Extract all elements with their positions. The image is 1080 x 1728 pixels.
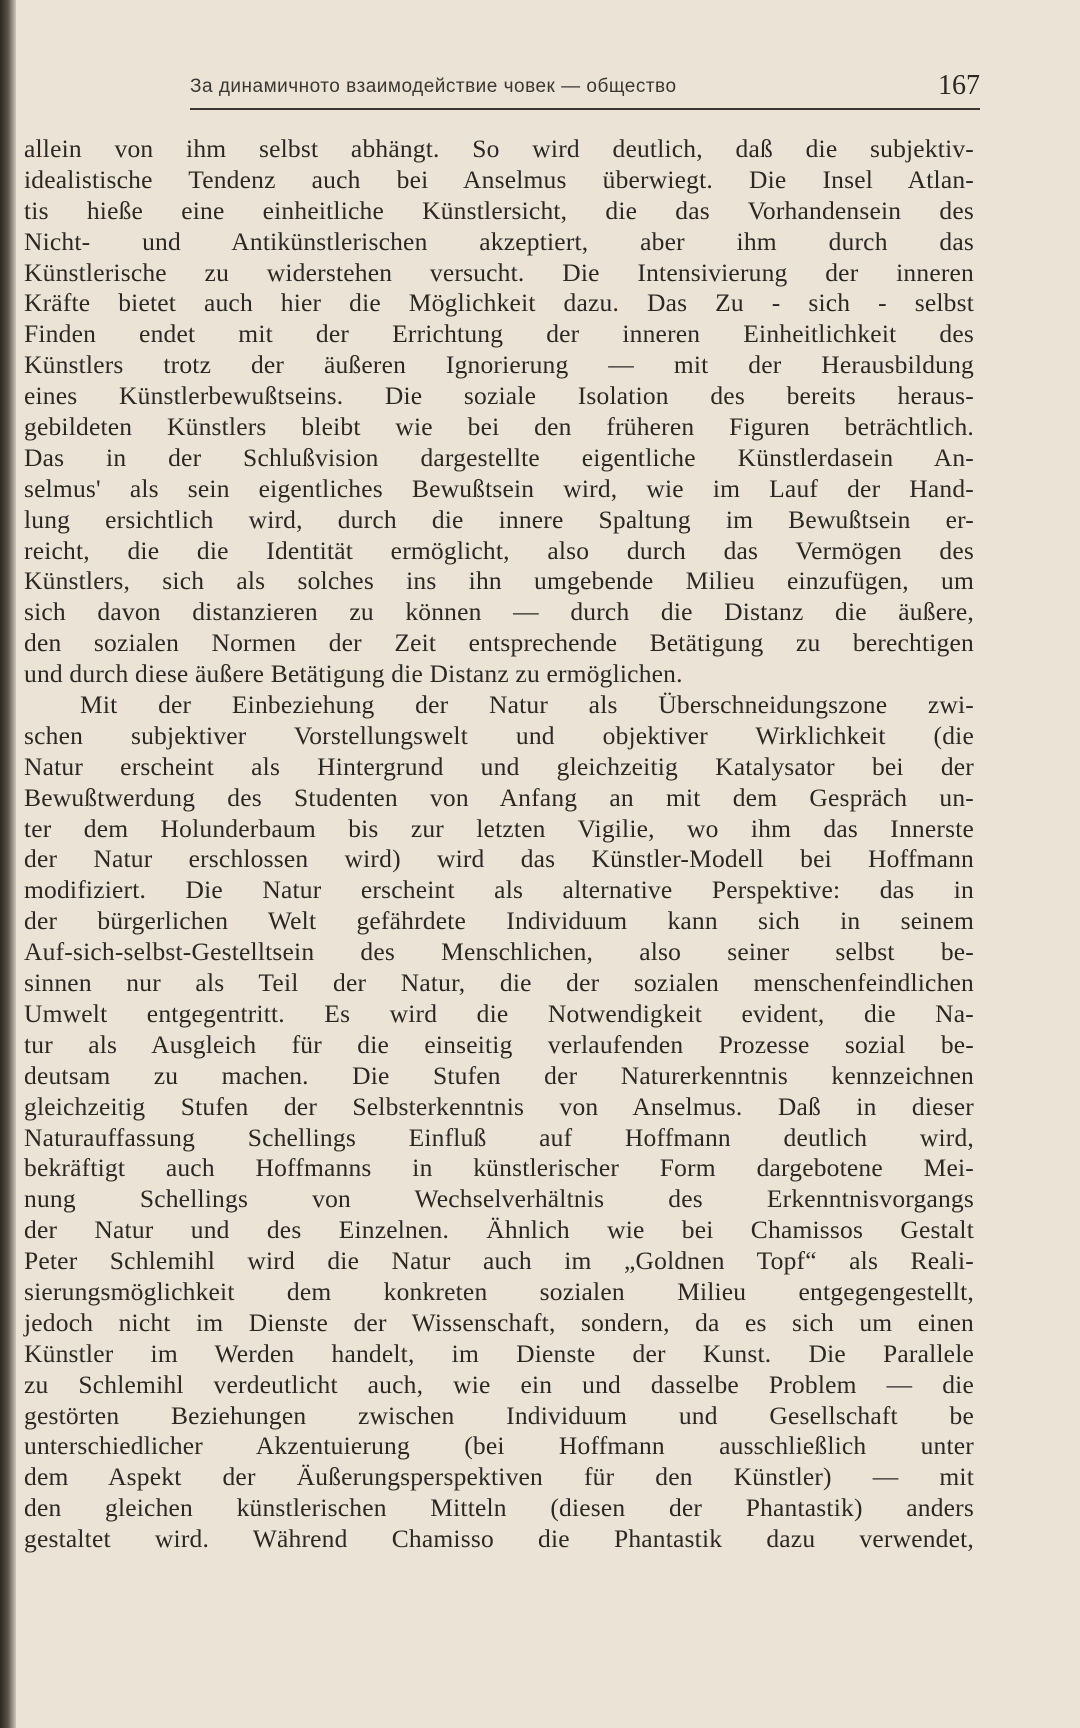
- text-line: jedoch nicht im Dienste der Wissenschaft, sondern, da es sich um einen: [24, 1307, 974, 1337]
- binding-edge: [0, 0, 16, 1728]
- text-line: nung Schellings von Wechselverhältnis des Erkenntnisvorgangs: [24, 1184, 974, 1214]
- text-line: gestörten Beziehungen zwischen Individuum und Gesellschaft be: [24, 1400, 974, 1430]
- text-line: bekräftigt auch Hoffmanns in künstlerischer Form dargebotene Mei-: [24, 1153, 974, 1183]
- page-header: [190, 66, 980, 106]
- text-line: idealistische Tendenz auch bei Anselmus überwiegt. Die Insel Atlan-: [24, 164, 974, 194]
- text-line: Naturauffassung Schellings Einfluß auf Hoffmann deutlich wird,: [24, 1122, 974, 1152]
- text-line: den sozialen Normen der Zeit entsprechende Betätigung zu berechtigen: [24, 628, 974, 658]
- text-line: Künstlers, sich als solches ins ihn umgebende Milieu einzufügen, um: [24, 566, 974, 596]
- text-line: dem Aspekt der Äußerungsperspektiven für den Künstler) — mit: [24, 1462, 974, 1492]
- text-line: Künstler im Werden handelt, im Dienste der Kunst. Die Parallele: [24, 1338, 974, 1368]
- text-line: unterschiedlicher Akzentuierung (bei Hoffmann ausschließlich unter: [24, 1431, 974, 1461]
- text-line: sierungsmöglichkeit dem konkreten sozialen Milieu entgegengestellt,: [24, 1276, 974, 1306]
- text-line: allein von ihm selbst abhängt. So wird deutlich, daß die subjektiv-: [24, 134, 974, 163]
- text-line-paragraph-end: und durch diese äußere Betätigung die Distanz zu ermöglichen.: [24, 659, 683, 689]
- text-line: modifiziert. Die Natur erscheint als alternative Perspektive: das in: [24, 875, 974, 905]
- text-line: Nicht- und Antikünstlerischen akzeptiert, aber ihm durch das: [24, 226, 974, 256]
- text-line: sinnen nur als Teil der Natur, die der sozialen menschenfeindlichen: [24, 968, 974, 998]
- text-line: Umwelt entgegentritt. Es wird die Notwendigkeit evident, die Na-: [24, 998, 974, 1028]
- text-line: gleichzeitig Stufen der Selbsterkenntnis von Anselmus. Daß in dieser: [24, 1091, 974, 1121]
- text-line: der Natur und des Einzelnen. Ähnlich wie bei Chamissos Gestalt: [24, 1215, 974, 1245]
- text-line: lung ersichtlich wird, durch die innere Spaltung im Bewußtsein er-: [24, 504, 974, 534]
- text-line: Finden endet mit der Errichtung der inneren Einheitlichkeit des: [24, 319, 974, 349]
- text-line: Natur erscheint als Hintergrund und gleichzeitig Katalysator bei der: [24, 751, 974, 781]
- text-line: gebildeten Künstlers bleibt wie bei den früheren Figuren beträchtlich.: [24, 412, 974, 442]
- text-line: eines Künstlerbewußtseins. Die soziale Isolation des bereits heraus-: [24, 381, 974, 411]
- text-line-paragraph-start: Mit der Einbeziehung der Natur als Überschneidungszone zwi-: [80, 690, 974, 720]
- running-head: За динамичното взаимодействие човек — общество: [190, 76, 677, 97]
- text-line: sich davon distanzieren zu können — durch die Distanz die äußere,: [24, 597, 974, 627]
- text-line: Künstlers trotz der äußeren Ignorierung — mit der Herausbildung: [24, 350, 974, 380]
- text-line: Künstlerische zu widerstehen versucht. Die Intensivierung der inneren: [24, 257, 974, 287]
- text-line: der Natur erschlossen wird) wird das Künstler-Modell bei Hoffmann: [24, 844, 974, 874]
- text-line: tis hieße eine einheitliche Künstlersicht, die das Vorhandensein des: [24, 195, 974, 225]
- text-line: zu Schlemihl verdeutlicht auch, wie ein und dasselbe Problem — die: [24, 1369, 974, 1399]
- text-line: selmus' als sein eigentliches Bewußtsein wird, wie im Lauf der Hand-: [24, 473, 974, 503]
- text-line: der bürgerlichen Welt gefährdete Individuum kann sich in seinem: [24, 906, 974, 936]
- text-line: den gleichen künstlerischen Mitteln (diesen der Phantastik) anders: [24, 1493, 974, 1523]
- text-line: Bewußtwerdung des Studenten von Anfang an mit dem Gespräch un-: [24, 782, 974, 812]
- body-text: [24, 134, 974, 1555]
- text-line: gestaltet wird. Während Chamisso die Phantastik dazu verwendet,: [24, 1524, 974, 1554]
- text-line: tur als Ausgleich für die einseitig verlaufenden Prozesse sozial be-: [24, 1029, 974, 1059]
- text-line: deutsam zu machen. Die Stufen der Naturerkenntnis kennzeichnen: [24, 1060, 974, 1090]
- text-line: Auf-sich-selbst-Gestelltsein des Menschlichen, also seiner selbst be-: [24, 937, 974, 967]
- text-line: Das in der Schlußvision dargestellte eigentliche Künstlerdasein An-: [24, 442, 974, 472]
- page-number: 167: [938, 70, 980, 101]
- text-line: reicht, die die Identität ermöglicht, also durch das Vermögen des: [24, 535, 974, 565]
- text-line: Peter Schlemihl wird die Natur auch im „Goldnen Topf“ als Reali-: [24, 1246, 974, 1276]
- text-line: schen subjektiver Vorstellungswelt und objektiver Wirklichkeit (die: [24, 720, 974, 750]
- header-rule: [190, 108, 980, 110]
- text-line: Kräfte bietet auch hier die Möglichkeit dazu. Das Zu - sich - selbst: [24, 288, 974, 318]
- text-line: ter dem Holunderbaum bis zur letzten Vigilie, wo ihm das Innerste: [24, 813, 974, 843]
